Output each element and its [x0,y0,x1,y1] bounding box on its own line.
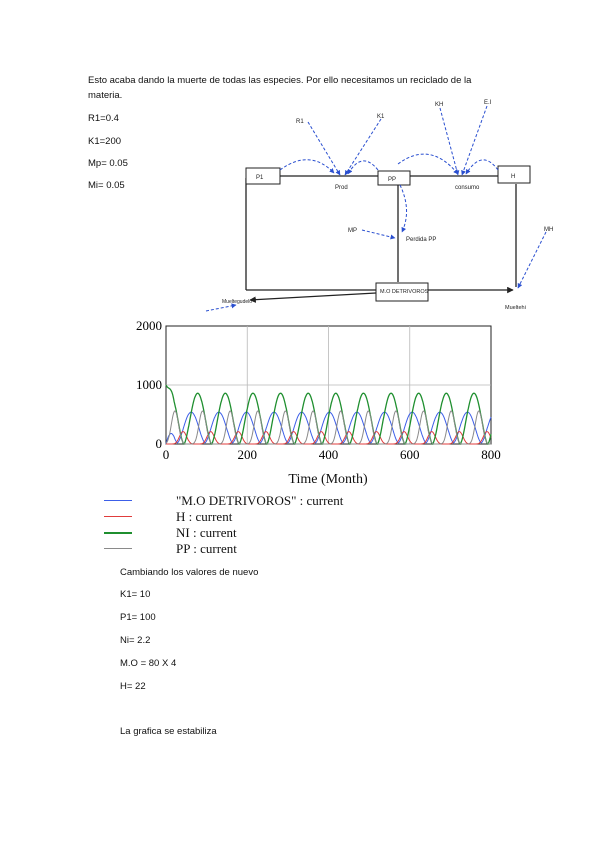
x-tick-label: 800 [481,447,501,462]
legend-label: H : current [176,509,233,524]
param-k1: K1=200 [88,136,122,147]
x-tick-label: 0 [162,447,170,462]
diagram-label-mo: M.O DETRIVOROS [380,289,429,295]
y-tick-label: 1000 [136,377,162,392]
param2-ni: Ni= 2.2 [120,635,151,646]
diagram-label-mh: MH [544,227,554,233]
diagram-label-muerte-right: Mueltehi [505,305,526,311]
time-series-chart [120,318,510,496]
param2-mo: M.O = 80 X 4 [120,658,177,669]
stock-flow-diagram [0,0,600,320]
diagram-label-pp: PP [388,177,397,183]
legend-item [104,493,404,509]
diagram-label-h: H [511,174,516,180]
diagram-label-mp: MP [348,228,357,234]
legend-swatch [104,532,132,534]
diagram-label-kh: KH [435,102,444,108]
param-mp: Mp= 0.05 [88,158,128,169]
legend-label: NI : current [176,525,237,540]
param2-p1: P1= 100 [120,612,156,623]
x-tick-label: 600 [400,447,420,462]
diagram-label-k1: K1 [377,114,385,120]
legend-label: PP : current [176,541,237,556]
conclusion: La grafica se estabiliza [120,726,217,737]
legend-swatch [104,548,132,549]
legend-item [104,509,404,525]
legend-item [104,541,404,557]
x-tick-label: 200 [237,447,257,462]
param-r1: R1=0.4 [88,113,119,124]
param2-h: H= 22 [120,681,146,692]
chart-xlabel: Time (Month) [288,472,368,487]
param-mi: Mi= 0.05 [88,180,125,191]
diagram-label-muerte-left: Mueltegudelo [222,299,253,305]
diagram-label-ei: E.I [484,100,492,106]
legend-label: "M.O DETRIVOROS" : current [176,493,344,508]
diagram-label-r1: R1 [296,119,304,125]
y-tick-label: 2000 [136,318,162,333]
intro-paragraph: Esto acaba dando la muerte de todas las especies. Por ello necesitamos un reciclado de la materia. [88,75,472,101]
diagram-label-perdida: Perdida PP [406,237,437,243]
info-arrows [206,106,546,311]
flow-pipes [246,176,516,300]
diagram-label-consumo: consumo [455,185,480,191]
param2-k1: K1= 10 [120,589,151,600]
y-tick-label: 0 [155,436,162,451]
x-tick-label: 400 [318,447,339,462]
legend-item [104,525,404,541]
change-title: Cambiando los valores de nuevo [120,567,259,578]
diagram-label-prod: Prod [335,185,348,191]
legend-swatch [104,500,132,501]
legend-swatch [104,516,132,517]
diagram-label-p1: P1 [256,175,264,181]
